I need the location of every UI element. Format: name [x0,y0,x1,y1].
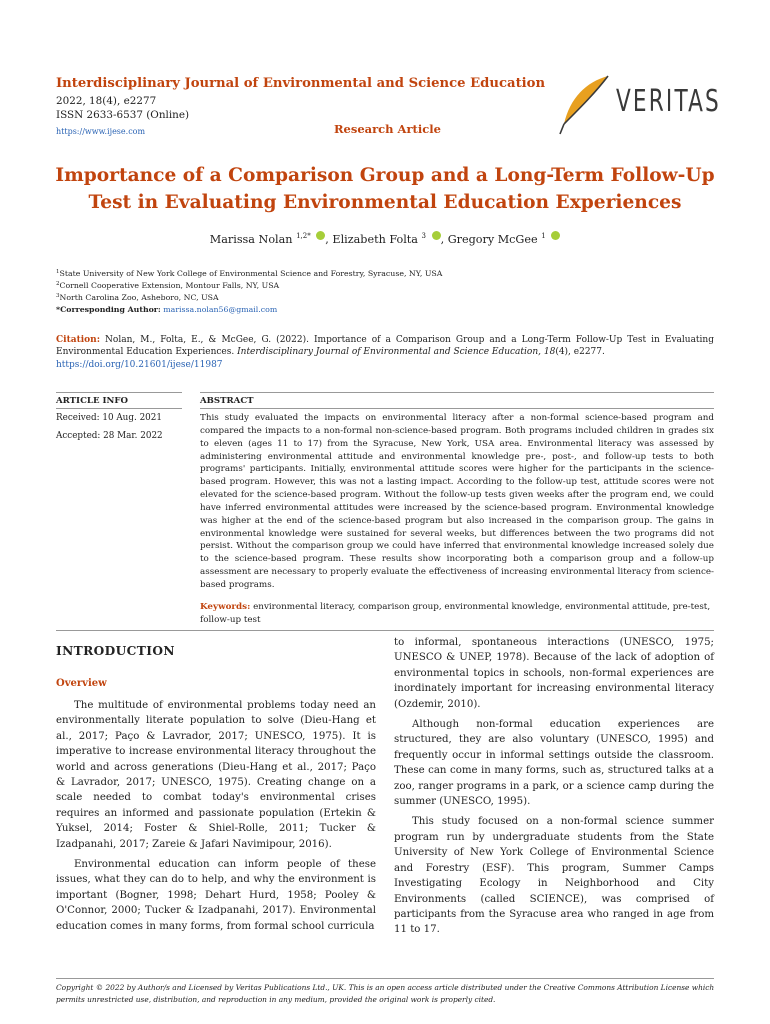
affiliation-sup: 1 [56,269,60,275]
body-paragraph: to informal, spontaneous interactions (UNESCO, 1975; UNESCO & UNEP, 1978). Because of the lack of adoption of environmental topics in schools, non-formal experiences are inordinately important for increasing environmental literacy (Ozdemir, 2010). [394,637,714,710]
orcid-icon[interactable] [432,231,441,240]
body-column-right [394,635,714,938]
affiliation-sup: 2 [56,281,60,287]
divider [56,392,182,393]
received-date: Received: 10 Aug. 2021 [56,413,162,423]
author-affil-sup: 1 [541,232,546,240]
citation-label: Citation: [56,335,101,345]
author-affil-sup: 3 [421,232,426,240]
veritas-feather-icon [556,72,616,136]
author-name: Elizabeth Folta [332,233,418,246]
corresponding-email-link[interactable]: marissa.nolan56@gmail.com [163,305,278,314]
divider [200,392,714,393]
citation-issue: (4), e2277. [555,347,605,358]
affiliation-sup: 3 [56,293,60,299]
orcid-icon[interactable] [551,231,560,240]
article-info-heading: ARTICLE INFO [56,396,128,406]
orcid-icon[interactable] [316,231,325,240]
keywords [200,601,714,627]
citation-block [56,334,714,371]
author-name: Marissa Nolan [209,233,293,246]
body-paragraph: The multitude of environmental problems today need an environmentally literate population to solve (Dieu-Hang et al., 2017; Paço & Lavrador, 2017; UNESCO, 1975). It is imperative to increase environmental literacy throughout the world and across generations (Dieu-Hang et al., 2017; Paço & Lavrador, 2017; UNESCO, 1975). Creating change on a scale needed to combat today's environmental crises requires an informed and passionate population (Ertekin & Yuksel, 2014; Foster & Shiel-Rolle, 2011; Tucker & Izadpanahi, 2017; Zareie & Jafari Navimipour, 2016). [56,700,376,850]
author-line: Marissa Nolan $^{1,2*}$ , Elizabeth Folta $^3$ , Gregory McGee $^1$ [40,231,730,246]
affiliation-text: State University of New York College of Environmental Science and Forestry, Syracuse, NY, USA [59,269,443,278]
divider [56,630,714,631]
affiliation-text: North Carolina Zoo, Asheboro, NC, USA [59,293,219,302]
affiliation [56,293,219,302]
corresponding-label: *Corresponding Author: [56,305,161,314]
logo-wordmark: VERITAS [616,84,721,119]
journal-url-link[interactable]: https://www.ijese.com [56,127,146,136]
article-type-label: Research Article [334,122,441,136]
divider [200,408,714,409]
journal-title: Interdisciplinary Journal of Environmental and Science Education [56,76,546,91]
citation-doi-link[interactable]: https://doi.org/10.21601/ijese/11987 [56,359,223,370]
divider [56,408,182,409]
corresponding-author [56,305,277,314]
journal-volume: 2022, 18(4), e2277 [56,95,157,107]
body-paragraph: Although non-formal education experiences are structured, they are also voluntary (UNESCO, 1995) and frequently occur in informal settings outside the classroom. These can come in many forms, such as, structured talks at a zoo, ranger programs in a park, or a science camp during the summer (UNESCO, 1995). [394,719,714,808]
citation-volume: 18 [543,347,556,358]
journal-issn: ISSN 2633-6537 (Online) [56,109,190,121]
license-notice: Copyright © 2022 by Author/s and Licensed by Veritas Publications Ltd., UK. This is an open access article distributed under the Creative Commons Attribution License which permits unrestricted use, distribution, and reproduction in any medium, provided the original work is properly cited. [56,983,715,1004]
affiliation-text: Cornell Cooperative Extension, Montour Falls, NY, USA [59,281,280,290]
author-name: Gregory McGee [447,233,538,246]
affiliation [56,269,442,278]
veritas-logo [556,72,721,136]
keywords-text: environmental literacy, comparison group, environmental knowledge, environmental attitude, pre-test, follow-up test [200,602,711,625]
section-heading-introduction: INTRODUCTION [56,644,175,658]
body-paragraph: This study focused on a non-formal science summer program run by undergraduate students from the State University of New York College of Environmental Science and Forestry (ESF). This program, Summer Camps Investigating Ecology in Neighborhood and City Environments (called SCIENCE), was comprised of participants from the Syracuse area who ranged in age from 11 to 17. [394,816,714,936]
accepted-date: Accepted: 28 Mar. 2022 [56,431,163,441]
author-affil-sup: 1,2* [296,232,311,240]
body-column-left [56,698,376,934]
abstract-text: This study evaluated the impacts on environmental literacy after a non-formal science-based program and compared the impacts to a non-formal non-science-based program. Both programs included children in grades six to eleven (ages 11 to 17) from the Syracuse, New York, USA area. Environmental literacy was assessed by administering environmental attitude and environmental knowledge pre-, post-, and follow-up tests to both programs' participants. Initially, environmental attitude scores were higher for the participants in the science-based program. However, this was not a lasting impact. According to the follow-up test, attitude scores were not elevated for the science-based program. Without the follow-up tests given weeks after the program end, we could have inferred environmental attitudes were increased by the science-based program. Environmental knowledge was higher at the end of the science-based program but also increased in the comparison group. The gains in environmental knowledge were sustained for several weeks, but differences between the two programs did not persist. Without the comparison group we could have inferred that environmental knowledge increased solely due to the science-based program. These results show incorporating both a comparison group and a follow-up assessment are necessary to properly evaluate the effectiveness of increasing environmental literacy from science-based programs. [200,413,714,590]
article-title: Importance of a Comparison Group and a Long-Term Follow-Up Test in Evaluating Environmental Education Experiences [55,165,715,213]
affiliation [56,281,279,290]
body-paragraph: Environmental education can inform people of these issues, what they can do to help, and why the environment is important (Bogner, 1998; Dehart Hurd, 1958; Pooley & O'Connor, 2000; Tucker & Izadpanahi, 2017). Environmental education comes in many forms, from formal school curricula [56,859,376,932]
citation-journal: Interdisciplinary Journal of Environmental and Science Education, [237,347,541,358]
keywords-label: Keywords: [200,602,251,612]
citation-text: Nolan, M., Folta, E., & McGee, G. (2022). Importance of a Comparison Group and a Long-Term Follow-Up Test in Evaluating Environmental Education Experiences. [56,335,714,358]
divider [56,978,714,979]
abstract-heading: ABSTRACT [200,396,254,406]
subsection-heading-overview: Overview [56,678,107,689]
